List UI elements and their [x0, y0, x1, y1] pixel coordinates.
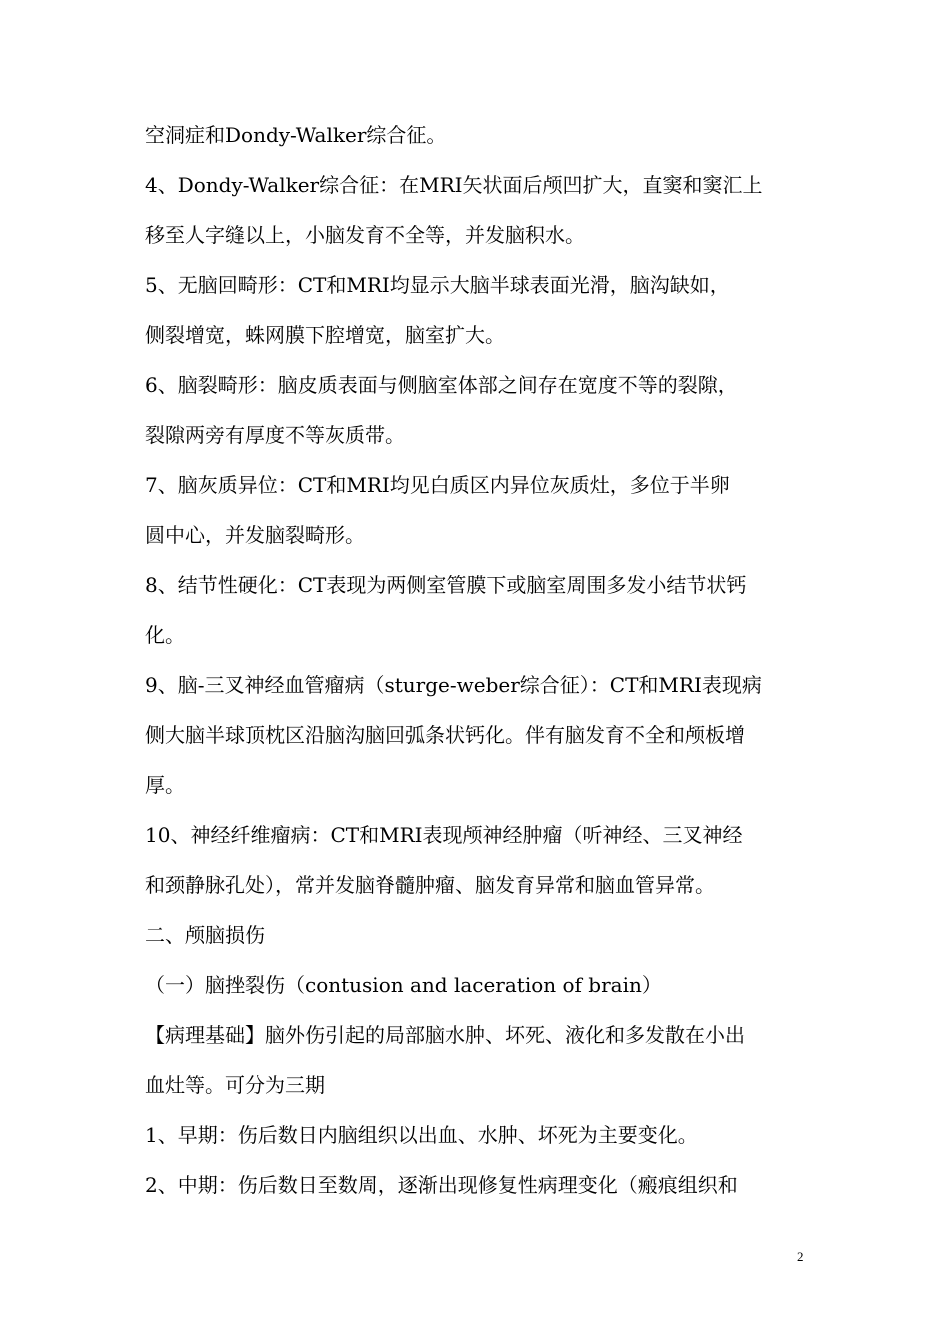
text-line: 空洞症和Dondy-Walker综合征。	[145, 123, 447, 147]
text-line: 9、脑-三叉神经血管瘤病（sturge-weber综合征）：CT和MRI表现病	[145, 673, 762, 697]
subsection-heading: （一）脑挫裂伤（contusion and laceration of brain）	[145, 973, 662, 997]
text-line: 6、脑裂畸形：脑皮质表面与侧脑室体部之间存在宽度不等的裂隙，	[145, 373, 738, 397]
text-line: 10、神经纤维瘤病：CT和MRI表现颅神经肿瘤（听神经、三叉神经	[145, 823, 743, 847]
section-heading: 二、颅脑损伤	[145, 923, 265, 947]
page-number: 2	[797, 1249, 804, 1264]
text-line: 8、结节性硬化：CT表现为两侧室管膜下或脑室周围多发小结节状钙	[145, 573, 747, 597]
text-line: 圆中心，并发脑裂畸形。	[145, 523, 365, 547]
text-line: 2、中期：伤后数日至数周，逐渐出现修复性病理变化（瘢痕组织和	[145, 1173, 738, 1197]
text-line: 血灶等。可分为三期	[145, 1073, 325, 1097]
text-line: 裂隙两旁有厚度不等灰质带。	[145, 423, 405, 447]
text-line: 移至人字缝以上，小脑发育不全等，并发脑积水。	[145, 223, 585, 247]
text-line: 1、早期：伤后数日内脑组织以出血、水肿、坏死为主要变化。	[145, 1123, 698, 1147]
text-line: 厚。	[145, 773, 185, 797]
text-line: 化。	[145, 623, 185, 647]
text-line: 7、脑灰质异位：CT和MRI均见白质区内异位灰质灶，多位于半卵	[145, 473, 730, 497]
text-line: 4、Dondy-Walker综合征：在MRI矢状面后颅凹扩大，直窦和窦汇上	[145, 173, 763, 197]
text-line: 和颈静脉孔处），常并发脑脊髓肿瘤、脑发育异常和脑血管异常。	[145, 873, 715, 897]
text-line: 侧大脑半球顶枕区沿脑沟脑回弧条状钙化。伴有脑发育不全和颅板增	[145, 723, 745, 747]
text-line: 侧裂增宽，蛛网膜下腔增宽，脑室扩大。	[145, 323, 505, 347]
text-line: 5、无脑回畸形：CT和MRI均显示大脑半球表面光滑，脑沟缺如，	[145, 273, 730, 297]
text-line: 【病理基础】脑外伤引起的局部脑水肿、坏死、液化和多发散在小出	[145, 1023, 745, 1047]
